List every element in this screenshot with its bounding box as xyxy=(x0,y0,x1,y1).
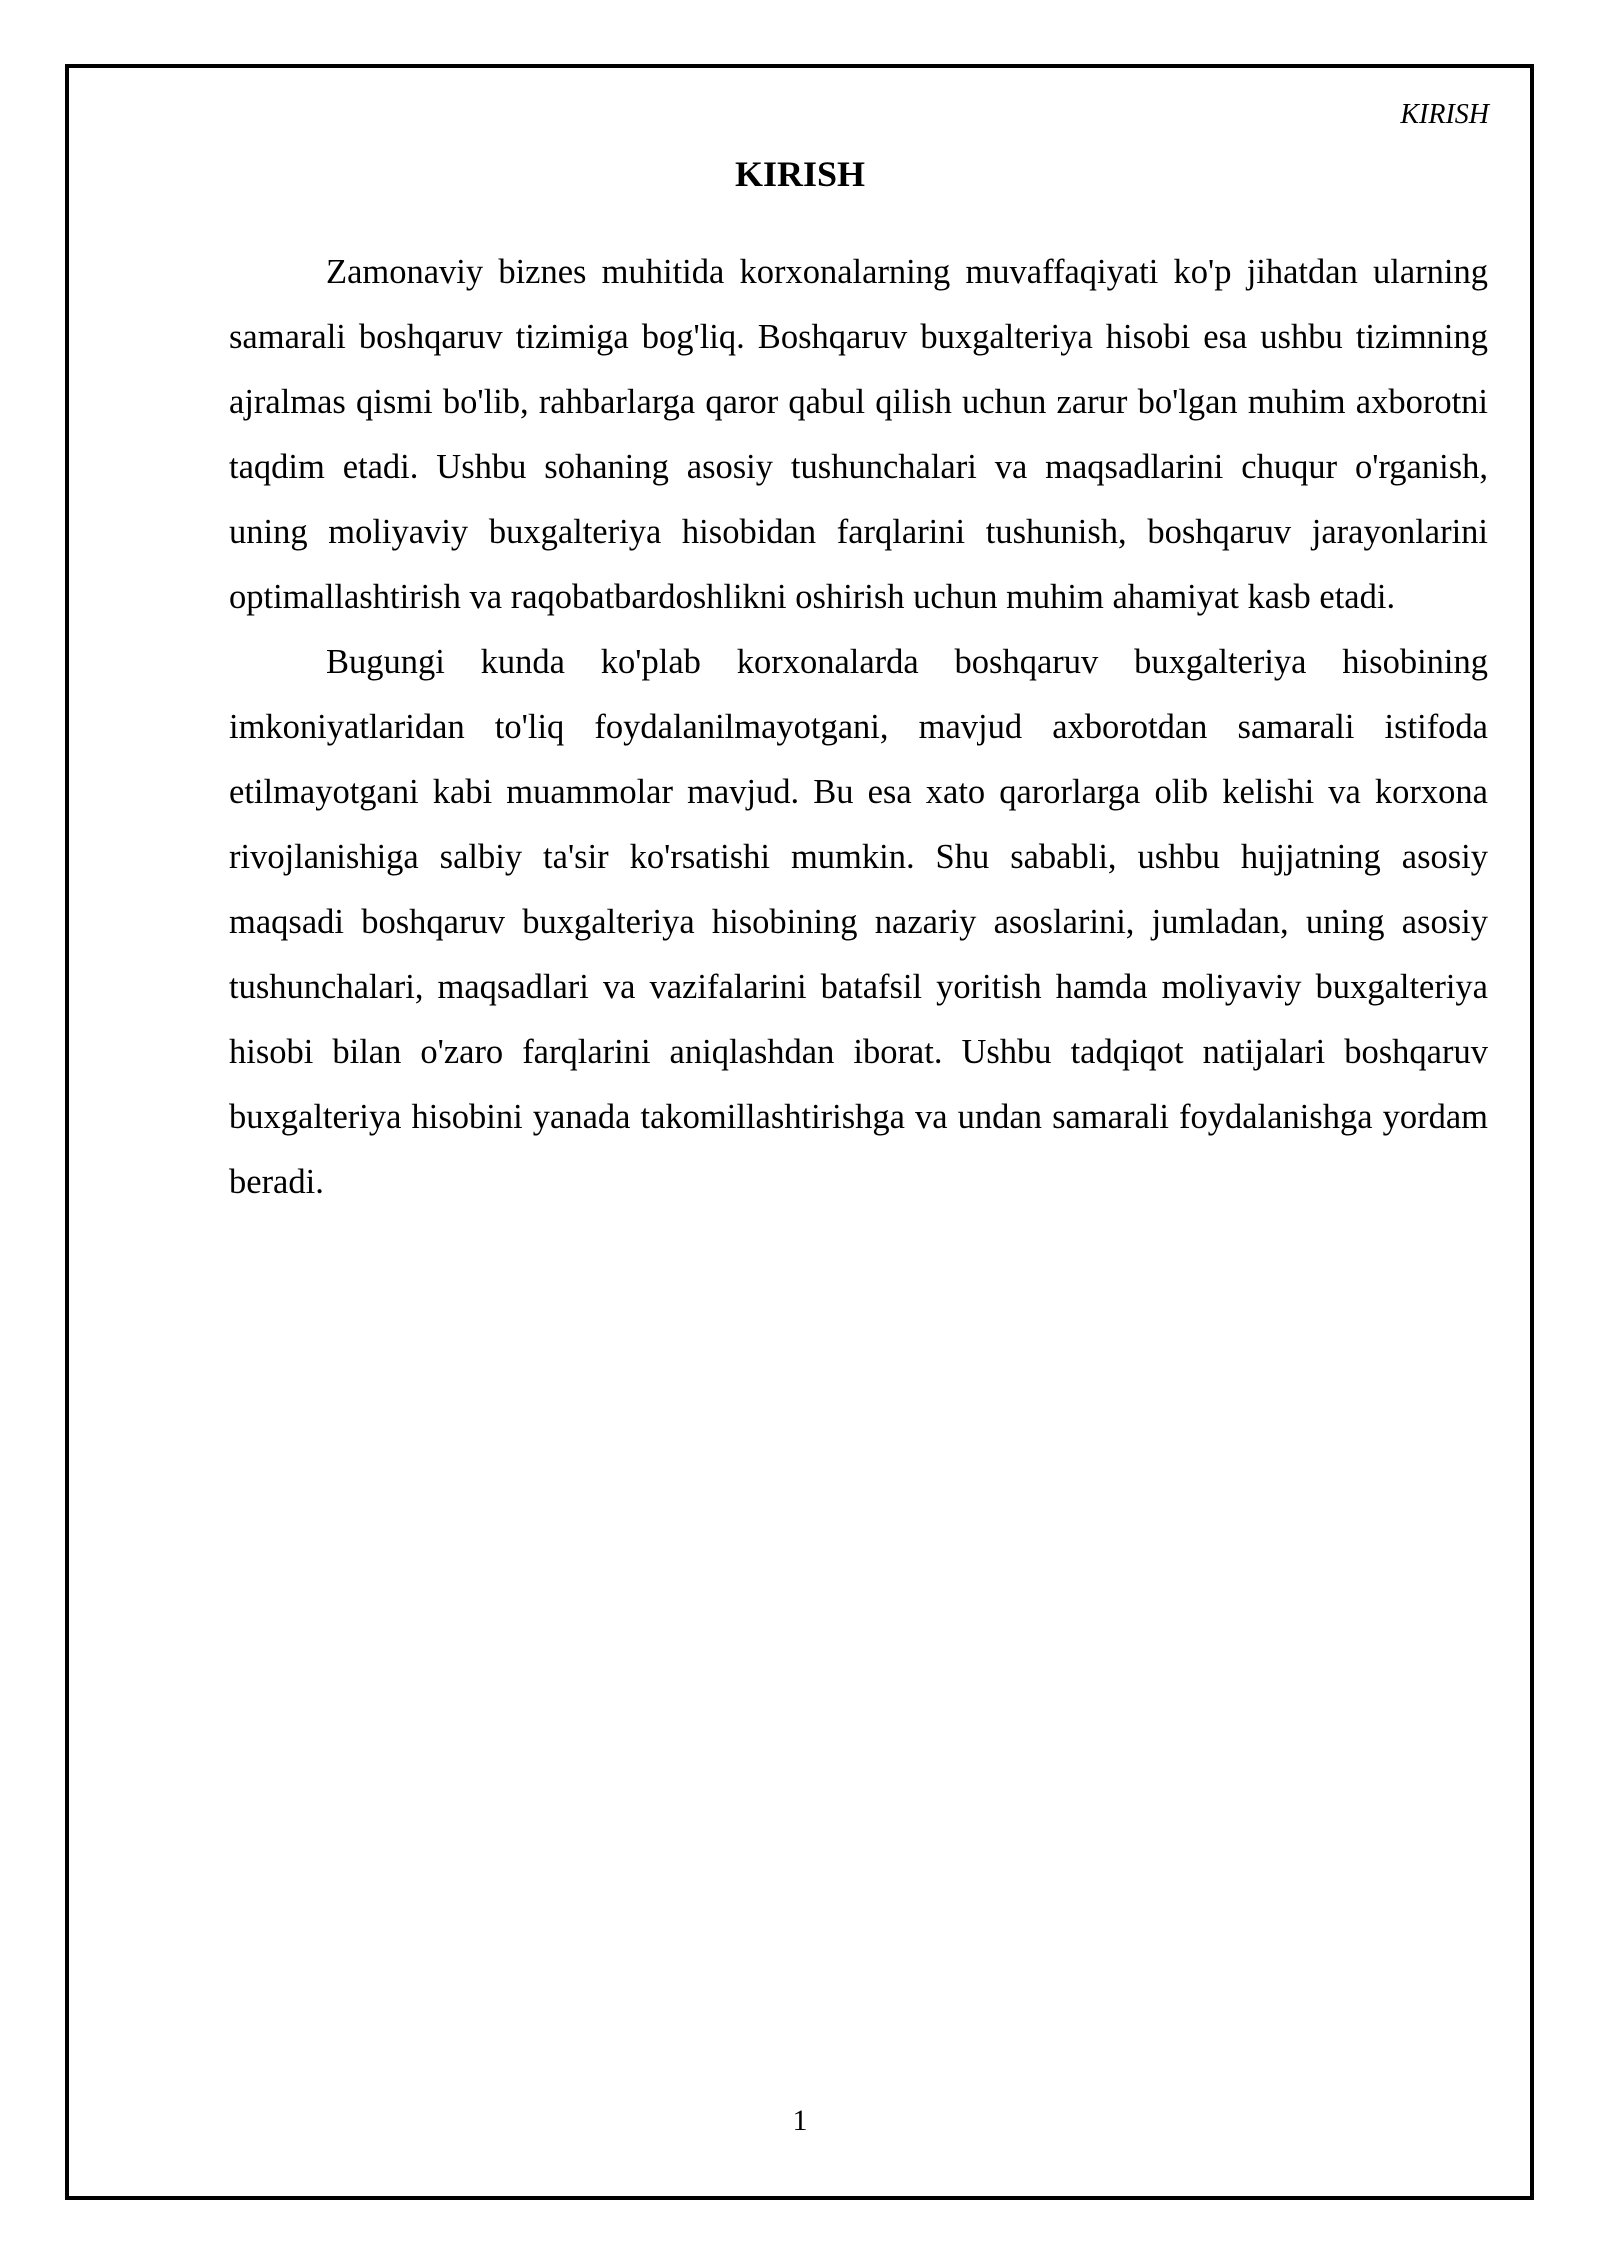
page-number: 1 xyxy=(792,2104,808,2137)
document-body xyxy=(229,240,1488,1215)
paragraph-1: Zamonaviy biznes muhitida korxonalarning muvaffaqiyati ko'p jihatdan ularning samarali boshqaruv tizimiga bog'liq. Boshqaruv buxgalteriya hisobi esa ushbu tizimning ajralmas qismi bo'lib, rahbarlarga qaror qabul qilish uchun zarur bo'lgan muhim axborotni taqdim etadi. Ushbu sohaning asosiy tushunchalari va maqsadlarini chuqur o'rganish, uning moliyaviy buxgalteriya hisobidan farqlarini tushunish, boshqaruv jarayonlarini optimallashtirish va raqobatbardoshlikni oshirish uchun muhim ahamiyat kasb etadi. xyxy=(229,253,1488,616)
running-header: KIRISH xyxy=(1400,99,1489,130)
section-heading: KIRISH xyxy=(734,154,866,194)
paragraph-2: Bugungi kunda ko'plab korxonalarda boshqaruv buxgalteriya hisobining imkoniyatlaridan to'liq foydalanilmayotgani, mavjud axborotdan samarali istifoda etilmayotgani kabi muammolar mavjud. Bu esa xato qarorlarga olib kelishi va korxona rivojlanishiga salbiy ta'sir ko'rsatishi mumkin. Shu sababli, ushbu hujjatning asosiy maqsadi boshqaruv buxgalteriya hisobining nazariy asoslarini, jumladan, uning asosiy tushunchalari, maqsadlari va vazifalarini batafsil yoritish hamda moliyaviy buxgalteriya hisobi bilan o'zaro farqlarini aniqlashdan iborat. Ushbu tadqiqot natijalari boshqaruv buxgalteriya hisobini yanada takomillashtirishga va undan samarali foydalanishga yordam beradi. xyxy=(229,643,1488,1201)
